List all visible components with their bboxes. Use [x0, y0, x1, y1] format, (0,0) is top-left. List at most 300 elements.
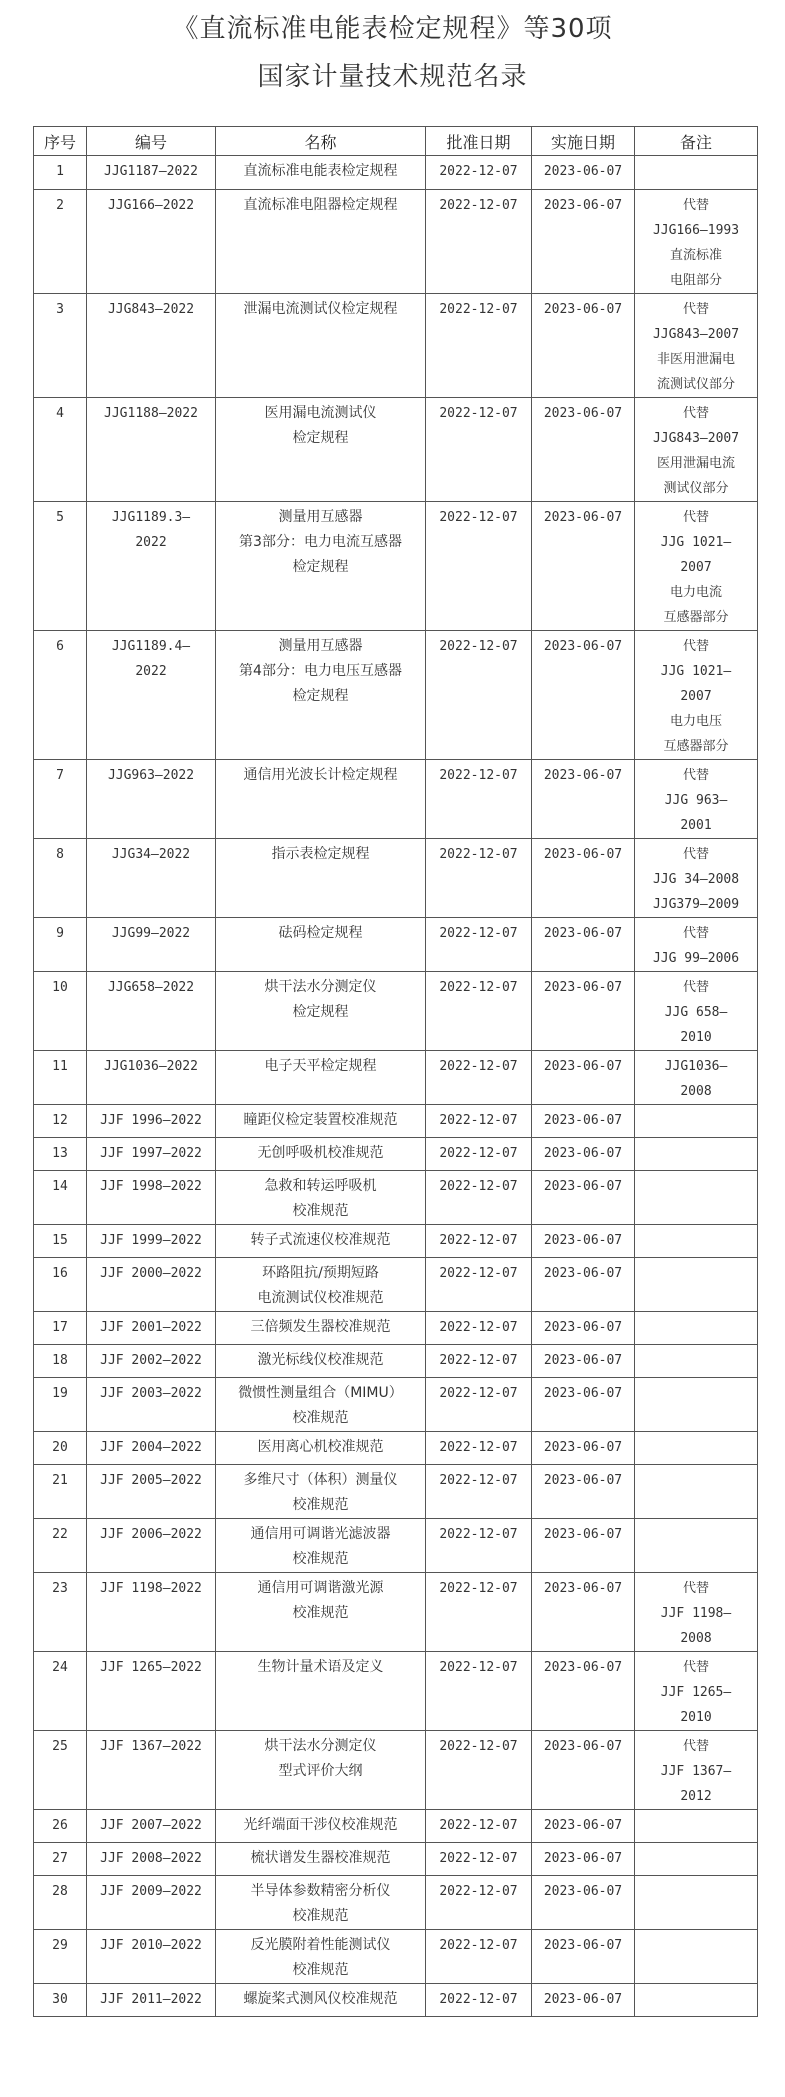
cell-name-line: 环路阻抗/预期短路: [262, 1265, 379, 1281]
cell-remark: [635, 1105, 758, 1138]
cell-remark-line: 非医用泄漏电: [656, 352, 735, 367]
cell-name-line: 检定规程: [292, 688, 349, 704]
cell-code: [87, 631, 216, 760]
table-row: [34, 294, 758, 398]
cell-remark: [635, 502, 758, 631]
cell-code-line: JJF 2001—2022: [100, 1320, 202, 1335]
cell-remark-line: JJG843—2007: [652, 431, 740, 446]
cell-remark: [635, 1930, 758, 1984]
cell-name: [216, 1810, 426, 1843]
cell-remark-line: 流测试仪部分: [656, 377, 735, 392]
cell-approve-date: 2022-12-07: [426, 1105, 532, 1138]
table-row: [34, 1258, 758, 1312]
cell-remark-line: 代替: [682, 302, 709, 317]
cell-effective-date: 2023-06-07: [532, 398, 635, 502]
cell-code: [87, 1573, 216, 1652]
cell-effective-date: 2023-06-07: [532, 760, 635, 839]
table-row: [34, 1345, 758, 1378]
cell-code: [87, 398, 216, 502]
cell-effective-date: 2023-06-07: [532, 1652, 635, 1731]
table-row: [34, 502, 758, 631]
cell-remark: [635, 1465, 758, 1519]
page-title-line1: 《直流标准电能表检定规程》等30项: [172, 14, 613, 44]
cell-approve-date: 2022-12-07: [426, 1843, 532, 1876]
cell-no: 18: [34, 1345, 87, 1378]
cell-remark: [635, 918, 758, 972]
cell-code: [87, 1465, 216, 1519]
cell-name-line: 三倍频发生器校准规范: [250, 1319, 391, 1335]
cell-code-line: JJG1187—2022: [104, 164, 198, 179]
cell-remark-line: 代替: [682, 847, 709, 862]
cell-name-line: 校准规范: [292, 1605, 349, 1621]
cell-name: [216, 1378, 426, 1432]
cell-approve-date: 2022-12-07: [426, 1138, 532, 1171]
table-row: [34, 760, 758, 839]
cell-code: [87, 918, 216, 972]
cell-name: [216, 760, 426, 839]
cell-code-line: 2022: [135, 664, 167, 679]
cell-name-line: 校准规范: [292, 1551, 349, 1567]
cell-approve-date: 2022-12-07: [426, 1258, 532, 1312]
cell-code: [87, 1984, 216, 2017]
cell-name-line: 烘干法水分测定仪: [264, 1738, 377, 1754]
cell-name-line: 校准规范: [292, 1203, 349, 1219]
cell-remark-line: 代替: [682, 510, 709, 525]
cell-effective-date: 2023-06-07: [532, 1345, 635, 1378]
cell-approve-date: 2022-12-07: [426, 918, 532, 972]
cell-effective-date: 2023-06-07: [532, 1573, 635, 1652]
table-row: [34, 1465, 758, 1519]
table-row: [34, 1378, 758, 1432]
cell-remark-line: JJF 1367—: [660, 1764, 732, 1779]
cell-remark: [635, 1378, 758, 1432]
cell-name-line: 检定规程: [292, 430, 349, 446]
cell-code: [87, 190, 216, 294]
cell-effective-date: 2023-06-07: [532, 1930, 635, 1984]
table-row: [34, 1810, 758, 1843]
cell-remark-line: 2007: [680, 689, 712, 704]
cell-remark-line: JJG 34—2008: [652, 872, 740, 887]
cell-code-line: JJF 2009—2022: [100, 1884, 202, 1899]
cell-name-line: 反光膜附着性能测试仪: [250, 1937, 391, 1953]
cell-name-line: 激光标线仪校准规范: [257, 1352, 384, 1368]
cell-remark: [635, 1652, 758, 1731]
table-row: [34, 1051, 758, 1105]
cell-code-line: JJF 2003—2022: [100, 1386, 202, 1401]
cell-name: [216, 1876, 426, 1930]
cell-code: [87, 972, 216, 1051]
cell-name: [216, 839, 426, 918]
cell-no: 2: [34, 190, 87, 294]
cell-name-line: 急救和转运呼吸机: [264, 1178, 377, 1194]
cell-remark-line: 互感器部分: [663, 739, 729, 754]
cell-code-line: JJF 1367—2022: [100, 1739, 202, 1754]
cell-approve-date: 2022-12-07: [426, 1051, 532, 1105]
cell-remark: [635, 1345, 758, 1378]
cell-remark-line: 代替: [682, 198, 709, 213]
cell-name-line: 校准规范: [292, 1908, 349, 1924]
cell-remark-line: JJF 1265—: [660, 1685, 732, 1700]
table-row: [34, 1312, 758, 1345]
cell-remark: [635, 1432, 758, 1465]
cell-no: 7: [34, 760, 87, 839]
cell-name-line: 多维尺寸（体积）测量仪: [243, 1472, 398, 1488]
cell-name-line: 医用离心机校准规范: [257, 1439, 384, 1455]
cell-remark-line: 代替: [682, 768, 709, 783]
cell-code: [87, 1930, 216, 1984]
cell-name: [216, 1465, 426, 1519]
cell-effective-date: 2023-06-07: [532, 839, 635, 918]
cell-remark-line: 2010: [680, 1710, 712, 1725]
cell-name-line: 校准规范: [292, 1962, 349, 1978]
table-row: [34, 1573, 758, 1652]
table-row: [34, 1519, 758, 1573]
cell-approve-date: 2022-12-07: [426, 190, 532, 294]
cell-remark-line: 2012: [680, 1789, 712, 1804]
cell-no: 23: [34, 1573, 87, 1652]
cell-effective-date: 2023-06-07: [532, 972, 635, 1051]
cell-code-line: JJF 1998—2022: [100, 1179, 202, 1194]
cell-code: [87, 156, 216, 190]
cell-no: 4: [34, 398, 87, 502]
cell-approve-date: 2022-12-07: [426, 1876, 532, 1930]
table-row: [34, 918, 758, 972]
cell-effective-date: 2023-06-07: [532, 1138, 635, 1171]
cell-effective-date: 2023-06-07: [532, 1258, 635, 1312]
cell-remark-line: 代替: [682, 1739, 709, 1754]
cell-code-line: JJG34—2022: [111, 847, 191, 862]
cell-remark-line: 代替: [682, 639, 709, 654]
cell-code-line: JJG1189.4—: [111, 639, 191, 654]
cell-name: [216, 156, 426, 190]
cell-code: [87, 1225, 216, 1258]
cell-no: 11: [34, 1051, 87, 1105]
cell-remark: [635, 760, 758, 839]
cell-name-line: 电流测试仪校准规范: [257, 1290, 384, 1306]
cell-effective-date: 2023-06-07: [532, 918, 635, 972]
cell-remark-line: 直流标准: [669, 248, 722, 263]
cell-code: [87, 1051, 216, 1105]
cell-name: [216, 1573, 426, 1652]
table-body: [34, 156, 758, 2017]
cell-approve-date: 2022-12-07: [426, 972, 532, 1051]
cell-remark: [635, 972, 758, 1051]
cell-name: [216, 1843, 426, 1876]
table-row: [34, 156, 758, 190]
cell-remark: [635, 1312, 758, 1345]
cell-name: [216, 1138, 426, 1171]
cell-code: [87, 1731, 216, 1810]
cell-approve-date: 2022-12-07: [426, 1345, 532, 1378]
cell-name-line: 梳状谱发生器校准规范: [250, 1850, 391, 1866]
cell-name-line: 电子天平检定规程: [264, 1058, 377, 1074]
cell-name-line: 测量用互感器: [278, 509, 363, 525]
cell-approve-date: 2022-12-07: [426, 1810, 532, 1843]
cell-name: [216, 1519, 426, 1573]
cell-remark: [635, 631, 758, 760]
cell-code: [87, 1810, 216, 1843]
cell-name-line: 瞳距仪检定装置校准规范: [243, 1112, 398, 1128]
cell-code-line: JJG963—2022: [107, 768, 195, 783]
cell-code: [87, 1258, 216, 1312]
cell-name-line: 通信用可调谐激光源: [257, 1580, 384, 1596]
cell-name: [216, 918, 426, 972]
cell-remark-line: 代替: [682, 1581, 709, 1596]
cell-no: 26: [34, 1810, 87, 1843]
cell-no: 5: [34, 502, 87, 631]
cell-remark: [635, 1258, 758, 1312]
cell-name: [216, 1432, 426, 1465]
cell-name-line: 指示表检定规程: [271, 846, 370, 862]
cell-no: 9: [34, 918, 87, 972]
cell-code: [87, 1876, 216, 1930]
cell-code-line: JJG166—2022: [107, 198, 195, 213]
cell-effective-date: 2023-06-07: [532, 1843, 635, 1876]
header-approve-date: 批准日期: [426, 127, 532, 156]
cell-code-line: JJF 2010—2022: [100, 1938, 202, 1953]
cell-name-line: 泄漏电流测试仪检定规程: [243, 301, 398, 317]
cell-remark-line: JJF 1198—: [660, 1606, 732, 1621]
cell-code-line: JJF 2000—2022: [100, 1266, 202, 1281]
cell-name-line: 第3部分：电力电流互感器: [239, 534, 402, 550]
cell-effective-date: 2023-06-07: [532, 1171, 635, 1225]
cell-code: [87, 839, 216, 918]
cell-remark-line: 2007: [680, 560, 712, 575]
cell-remark-line: 代替: [682, 1660, 709, 1675]
cell-name-line: 检定规程: [292, 1004, 349, 1020]
cell-code-line: JJF 1265—2022: [100, 1660, 202, 1675]
cell-name-line: 校准规范: [292, 1497, 349, 1513]
cell-code-line: JJF 1198—2022: [100, 1581, 202, 1596]
cell-code: [87, 1519, 216, 1573]
cell-name-line: 半导体参数精密分析仪: [250, 1883, 391, 1899]
cell-remark: [635, 1984, 758, 2017]
cell-no: 14: [34, 1171, 87, 1225]
cell-approve-date: 2022-12-07: [426, 294, 532, 398]
cell-remark-line: JJG379—2009: [652, 897, 740, 912]
cell-no: 1: [34, 156, 87, 190]
cell-code-line: JJF 2011—2022: [100, 1992, 202, 2007]
cell-name: [216, 1652, 426, 1731]
cell-remark: [635, 1519, 758, 1573]
table-row: [34, 1843, 758, 1876]
cell-approve-date: 2022-12-07: [426, 760, 532, 839]
cell-effective-date: 2023-06-07: [532, 1731, 635, 1810]
table-row: [34, 1105, 758, 1138]
cell-no: 6: [34, 631, 87, 760]
cell-effective-date: 2023-06-07: [532, 1519, 635, 1573]
cell-approve-date: 2022-12-07: [426, 1432, 532, 1465]
cell-effective-date: 2023-06-07: [532, 502, 635, 631]
header-no: 序号: [34, 127, 87, 156]
cell-name: [216, 1930, 426, 1984]
cell-code-line: JJF 2005—2022: [100, 1473, 202, 1488]
table-row: [34, 1876, 758, 1930]
cell-remark: [635, 839, 758, 918]
cell-remark: [635, 1051, 758, 1105]
cell-code-line: JJG1189.3—: [111, 510, 191, 525]
cell-remark-line: JJG843—2007: [652, 327, 740, 342]
cell-no: 28: [34, 1876, 87, 1930]
cell-name: [216, 398, 426, 502]
cell-name-line: 校准规范: [292, 1410, 349, 1426]
table-row: [34, 972, 758, 1051]
cell-no: 3: [34, 294, 87, 398]
cell-remark-line: 医用泄漏电流: [656, 456, 735, 471]
cell-name-line: 通信用光波长计检定规程: [243, 767, 398, 783]
table-row: [34, 631, 758, 760]
cell-code-line: JJF 1997—2022: [100, 1146, 202, 1161]
cell-approve-date: 2022-12-07: [426, 1731, 532, 1810]
cell-no: 25: [34, 1731, 87, 1810]
cell-code-line: JJG843—2022: [107, 302, 195, 317]
cell-approve-date: 2022-12-07: [426, 1519, 532, 1573]
cell-name-line: 无创呼吸机校准规范: [257, 1145, 384, 1161]
cell-remark-line: 代替: [682, 980, 709, 995]
cell-no: 21: [34, 1465, 87, 1519]
cell-remark: [635, 1573, 758, 1652]
page-title-line2: 国家计量技术规范名录: [257, 62, 528, 92]
cell-name: [216, 1345, 426, 1378]
cell-remark: [635, 1843, 758, 1876]
cell-name-line: 型式评价大纲: [278, 1763, 363, 1779]
cell-code: [87, 502, 216, 631]
cell-code-line: JJF 2006—2022: [100, 1527, 202, 1542]
cell-code: [87, 294, 216, 398]
cell-code-line: JJF 1999—2022: [100, 1233, 202, 1248]
cell-no: 8: [34, 839, 87, 918]
cell-name: [216, 972, 426, 1051]
table-row: [34, 1225, 758, 1258]
header-code: 编号: [87, 127, 216, 156]
cell-remark-line: 2001: [680, 818, 712, 833]
cell-effective-date: 2023-06-07: [532, 631, 635, 760]
table-row: [34, 1138, 758, 1171]
cell-remark-line: JJG166—1993: [652, 223, 740, 238]
cell-name: [216, 1731, 426, 1810]
cell-code-line: 2022: [135, 535, 167, 550]
table-row: [34, 398, 758, 502]
cell-remark-line: 代替: [682, 926, 709, 941]
cell-remark: [635, 1225, 758, 1258]
cell-name: [216, 1105, 426, 1138]
cell-code-line: JJF 2002—2022: [100, 1353, 202, 1368]
cell-approve-date: 2022-12-07: [426, 398, 532, 502]
cell-remark-line: JJG1036—: [664, 1059, 728, 1074]
spec-catalog-table: [33, 126, 758, 2017]
cell-remark-line: 代替: [682, 406, 709, 421]
table-row: [34, 1731, 758, 1810]
cell-effective-date: 2023-06-07: [532, 156, 635, 190]
cell-code-line: JJF 1996—2022: [100, 1113, 202, 1128]
cell-approve-date: 2022-12-07: [426, 631, 532, 760]
cell-name: [216, 502, 426, 631]
cell-effective-date: 2023-06-07: [532, 1432, 635, 1465]
cell-effective-date: 2023-06-07: [532, 1378, 635, 1432]
cell-approve-date: 2022-12-07: [426, 1378, 532, 1432]
cell-remark-line: JJG 1021—: [660, 535, 732, 550]
cell-approve-date: 2022-12-07: [426, 1930, 532, 1984]
cell-effective-date: 2023-06-07: [532, 190, 635, 294]
cell-name: [216, 1984, 426, 2017]
cell-remark-line: JJG 99—2006: [652, 951, 740, 966]
cell-approve-date: 2022-12-07: [426, 839, 532, 918]
cell-remark-line: 测试仪部分: [663, 481, 729, 496]
cell-code: [87, 1378, 216, 1432]
cell-code: [87, 1138, 216, 1171]
cell-remark: [635, 294, 758, 398]
cell-effective-date: 2023-06-07: [532, 1465, 635, 1519]
table-row: [34, 1432, 758, 1465]
cell-remark-line: 互感器部分: [663, 610, 729, 625]
cell-effective-date: 2023-06-07: [532, 1984, 635, 2017]
cell-approve-date: 2022-12-07: [426, 1465, 532, 1519]
cell-code-line: JJG99—2022: [111, 926, 191, 941]
cell-remark-line: 2010: [680, 1030, 712, 1045]
table-row: [34, 1984, 758, 2017]
cell-remark-line: JJG 963—: [664, 793, 728, 808]
cell-approve-date: 2022-12-07: [426, 1171, 532, 1225]
cell-name-line: 螺旋桨式测风仪校准规范: [243, 1991, 398, 2007]
cell-name: [216, 1051, 426, 1105]
table-row: [34, 1171, 758, 1225]
cell-code: [87, 760, 216, 839]
cell-name: [216, 1312, 426, 1345]
table-row: [34, 839, 758, 918]
cell-no: 13: [34, 1138, 87, 1171]
cell-name: [216, 190, 426, 294]
cell-name: [216, 1258, 426, 1312]
cell-remark-line: 电力电压: [669, 714, 722, 729]
cell-no: 10: [34, 972, 87, 1051]
cell-code: [87, 1843, 216, 1876]
cell-name: [216, 631, 426, 760]
cell-remark: [635, 1876, 758, 1930]
cell-code-line: JJF 2007—2022: [100, 1818, 202, 1833]
cell-code: [87, 1432, 216, 1465]
cell-remark: [635, 190, 758, 294]
cell-code: [87, 1652, 216, 1731]
header-effective-date: 实施日期: [532, 127, 635, 156]
cell-effective-date: 2023-06-07: [532, 294, 635, 398]
cell-no: 19: [34, 1378, 87, 1432]
cell-name-line: 直流标准电能表检定规程: [243, 163, 398, 179]
cell-effective-date: 2023-06-07: [532, 1105, 635, 1138]
cell-code-line: JJG658—2022: [107, 980, 195, 995]
cell-remark-line: JJG 1021—: [660, 664, 732, 679]
table-header-row: [34, 127, 758, 156]
cell-code: [87, 1312, 216, 1345]
header-remark: 备注: [635, 127, 758, 156]
cell-no: 15: [34, 1225, 87, 1258]
cell-no: 22: [34, 1519, 87, 1573]
cell-remark-line: 电阻部分: [669, 273, 722, 288]
cell-code-line: JJG1188—2022: [104, 406, 198, 421]
cell-name-line: 测量用互感器: [278, 638, 363, 654]
table-row: [34, 1652, 758, 1731]
cell-approve-date: 2022-12-07: [426, 1573, 532, 1652]
cell-name-line: 烘干法水分测定仪: [264, 979, 377, 995]
header-name: 名称: [216, 127, 426, 156]
cell-approve-date: 2022-12-07: [426, 156, 532, 190]
cell-name-line: 光纤端面干涉仪校准规范: [243, 1817, 398, 1833]
cell-remark: [635, 156, 758, 190]
table-row: [34, 1930, 758, 1984]
cell-no: 29: [34, 1930, 87, 1984]
cell-remark: [635, 1731, 758, 1810]
cell-approve-date: 2022-12-07: [426, 1312, 532, 1345]
cell-remark: [635, 398, 758, 502]
